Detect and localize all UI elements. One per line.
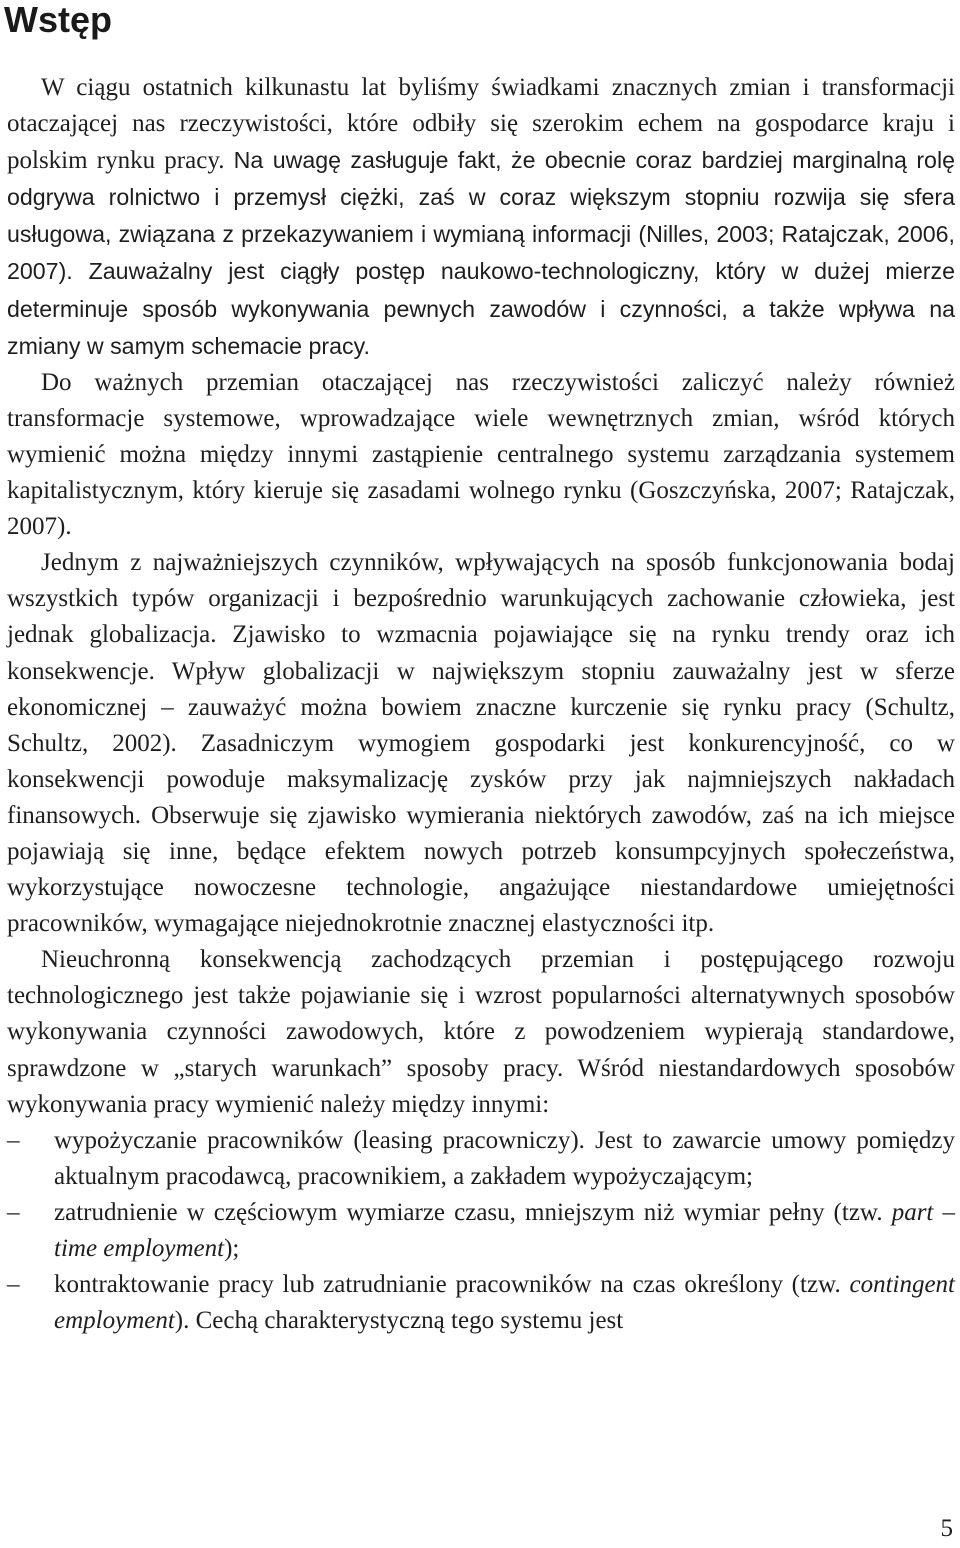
paragraph-1-serif-part: W ciągu ostatnich kilkunastu lat byliśmy świadkami znacznych zmian i transformacji otaczającej nas rzeczywistości, które odbiły się szerokim echem na gospodarce kraju i polskim rynku pracy. bbox=[7, 74, 955, 175]
alternative-work-forms-list bbox=[7, 1123, 955, 1340]
list-item-text-end: ). Cechą charakterystyczną tego systemu jest bbox=[174, 1307, 624, 1335]
paragraph-2: Do ważnych przemian otaczającej nas rzeczywistości zaliczyć należy również transformacje systemowe, wprowadzające wiele wewnętrznych zmian, wśród których wymienić można między innymi zastąpienie centralnego systemu zarządzania systemem kapitalistycznym, który kieruje się zasadami wolnego rynku (Goszczyńska, 2007; Ratajczak, 2007). bbox=[7, 368, 955, 541]
list-item-text: wypożyczanie pracowników (leasing pracowniczy). Jest to zawarcie umowy pomiędzy aktualnym pracodawcą, pracownikiem, a zakładem wypożyczającym; bbox=[54, 1126, 955, 1190]
paragraph-1-sans-part: Na uwagę zasługuje fakt, że obecnie coraz bardziej marginalną rolę odgrywa rolnictwo i przemysł ciężki, zaś w coraz większym stopniu rozwija się sfera usługowa, związana z przekazywaniem i wymianą informacji (Nilles, 2003; Ratajczak, 2006, 2007). Zauważalny jest ciągły postęp naukowo-technologiczny, który w dużej mierze determinuje sposób wykonywania pewnych zawodów i czynności, a także wpływa na zmiany w samym schemacie pracy. bbox=[7, 147, 955, 359]
body-text bbox=[7, 70, 955, 1339]
list-item-term: part – time employment bbox=[54, 1198, 955, 1262]
list-item bbox=[7, 1195, 955, 1267]
list-item bbox=[7, 1123, 955, 1195]
page-number: 5 bbox=[940, 1515, 953, 1542]
list-item-text: zatrudnienie w częściowym wymiarze czasu, mniejszym niż wymiar pełny (tzw. bbox=[54, 1198, 892, 1226]
paragraph-1 bbox=[7, 70, 955, 365]
list-dash: – bbox=[7, 1271, 20, 1299]
list-item-text: kontraktowanie pracy lub zatrudnianie pracowników na czas określony (tzw. bbox=[54, 1271, 850, 1299]
list-item-text-end: ); bbox=[224, 1235, 240, 1262]
chapter-title: Wstęp bbox=[4, 0, 112, 40]
paragraph-4: Nieuchronną konsekwencją zachodzących przemian i postępującego rozwoju technologicznego jest także pojawianie się i wzrost popularności alternatywnych sposobów wykonywania czynności zawodowych, które z powodzeniem wypierają standardowe, sprawdzone w „starych warunkach” sposoby pracy. Wśród niestandardowych sposobów wykonywania pracy wymienić należy między innymi: bbox=[7, 946, 955, 1118]
paragraph-3: Jednym z najważniejszych czynników, wpływających na sposób funkcjonowania bodaj wszystkich typów organizacji i bezpośrednio warunkujących zachowanie człowieka, jest jednak globalizacja. Zjawisko to wzmacnia pojawiające się na rynku trendy oraz ich konsekwencje. Wpływ globalizacji w największym stopniu zauważalny jest w sferze ekonomicznej – zauważyć można bowiem znaczne kurczenie się rynku pracy (Schultz, Schultz, 2002). Zasadniczym wymogiem gospodarki jest konkurencyjność, co w konsekwencji powoduje maksymalizację zysków przy jak najmniejszych nakładach finansowych. Obserwuje się zjawisko wymierania niektórych zawodów, zaś na ich miejsce pojawiają się inne, będące efektem nowych potrzeb konsumpcyjnych społeczeństwa, wykorzystujące nowoczesne technologie, angażujące niestandardowe umiejętności pracowników, wymagające niejednokrotnie znacznej elastyczności itp. bbox=[7, 549, 955, 938]
list-item-term: contingent employment bbox=[54, 1271, 955, 1335]
list-item bbox=[7, 1267, 955, 1339]
list-dash: – bbox=[7, 1126, 20, 1154]
list-dash: – bbox=[7, 1198, 20, 1226]
